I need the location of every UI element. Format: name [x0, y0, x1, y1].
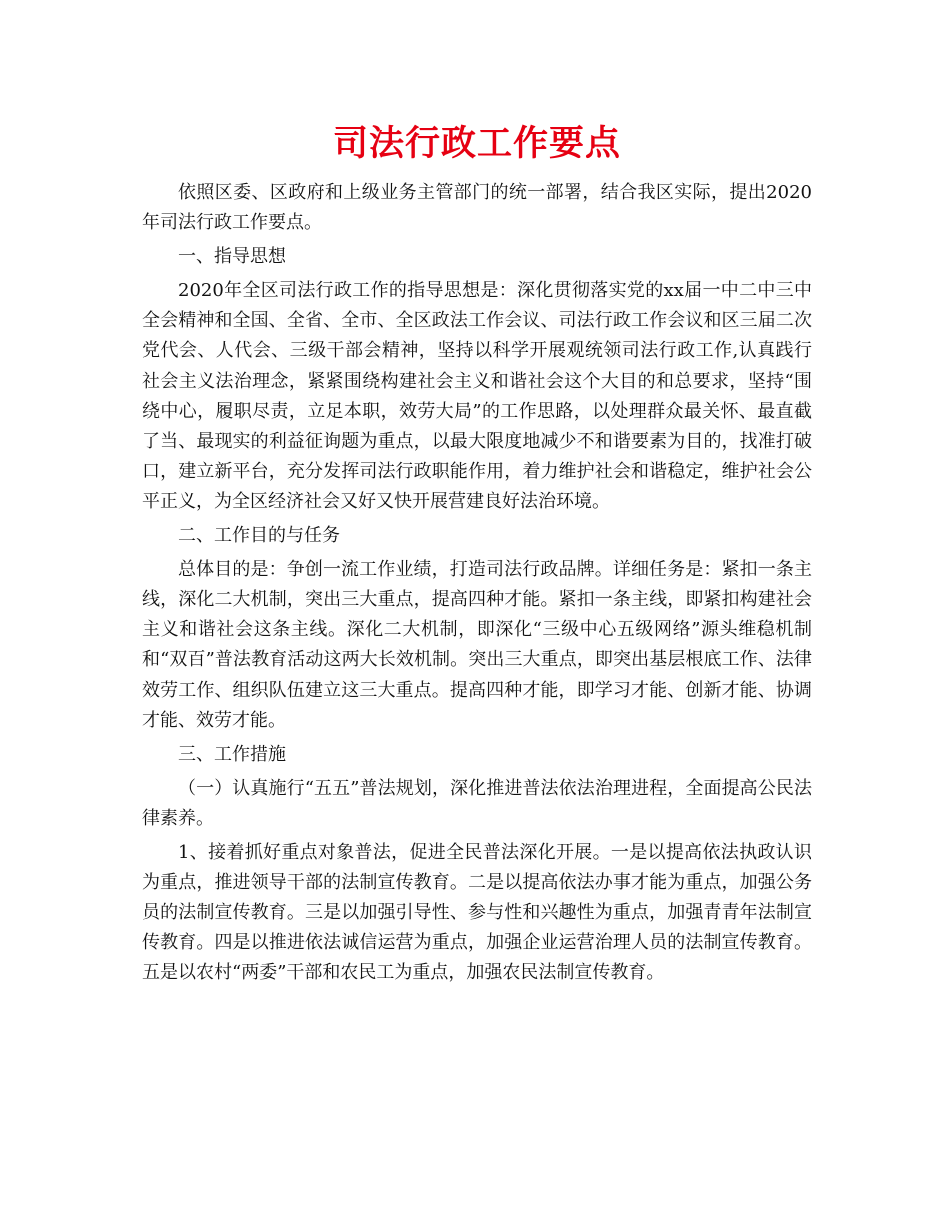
- section-body-goals-tasks: 总体目的是：争创一流工作业绩，打造司法行政品牌。详细任务是：紧扣一条主线，深化二大机制，突出三大重点，提高四种才能。紧扣一条主线，即紧扣构建社会主义和谐社会这条主线。深化二大机制，即深化“三级中心五级网络”源头维稳机制和“双百”普法教育活动这两大长效机制。突出三大重点，即突出基层根底工作、法律效劳工作、组织队伍建立这三大重点。提高四种才能，即学习才能、创新才能、协调才能、效劳才能。: [142, 559, 812, 731]
- section-heading-goals-tasks: 二、工作目的与任务: [178, 525, 340, 547]
- measure-heading-1: （一）认真施行“五五”普法规划，深化推进普法依法治理进程，全面提高公民法律素养。: [142, 777, 812, 829]
- section-heading-measures: 三、工作措施: [178, 743, 286, 765]
- section-heading-guiding-ideology: 一、指导思想: [178, 246, 286, 268]
- document-title: 司法行政工作要点: [332, 124, 621, 164]
- section-body-guiding-ideology: 2020年全区司法行政工作的指导思想是：深化贯彻落实党的xx届一中二中三中全会精神和全国、全省、全市、全区政法工作会议、司法行政工作会议和区三届二次党代会、人代会、三级干部会精神，坚持以科学开展观统领司法行政工作,认真践行社会主义法治理念，紧紧围绕构建社会主义和谐社会这个大目的和总要求，坚持“围绕中心，履职尽责，立足本职，效劳大局”的工作思路，以处理群众最关怀、最直截了当、最现实的利益征询题为重点，以最大限度地减少不和谐要素为目的，找准打破口，建立新平台，充分发挥司法行政职能作用，着力维护社会和谐稳定，维护社会公平正义，为全区经济社会又好又快开展营建良好法治环境。: [142, 280, 812, 512]
- measure-item-1: 1、接着抓好重点对象普法，促进全民普法深化开展。一是以提高依法执政认识为重点，推进领导干部的法制宣传教育。二是以提高依法办事才能为重点，加强公务员的法制宣传教育。三是以加强引导性、参与性和兴趣性为重点，加强青青年法制宣传教育。四是以推进依法诚信运营为重点，加强企业运营治理人员的法制宣传教育。五是以农村“两委”干部和农民工为重点，加强农民法制宣传教育。: [142, 841, 812, 984]
- document-page: [142, 118, 812, 988]
- intro-paragraph: 依照区委、区政府和上级业务主管部门的统一部署，结合我区实际，提出2020年司法行政工作要点。: [142, 182, 812, 234]
